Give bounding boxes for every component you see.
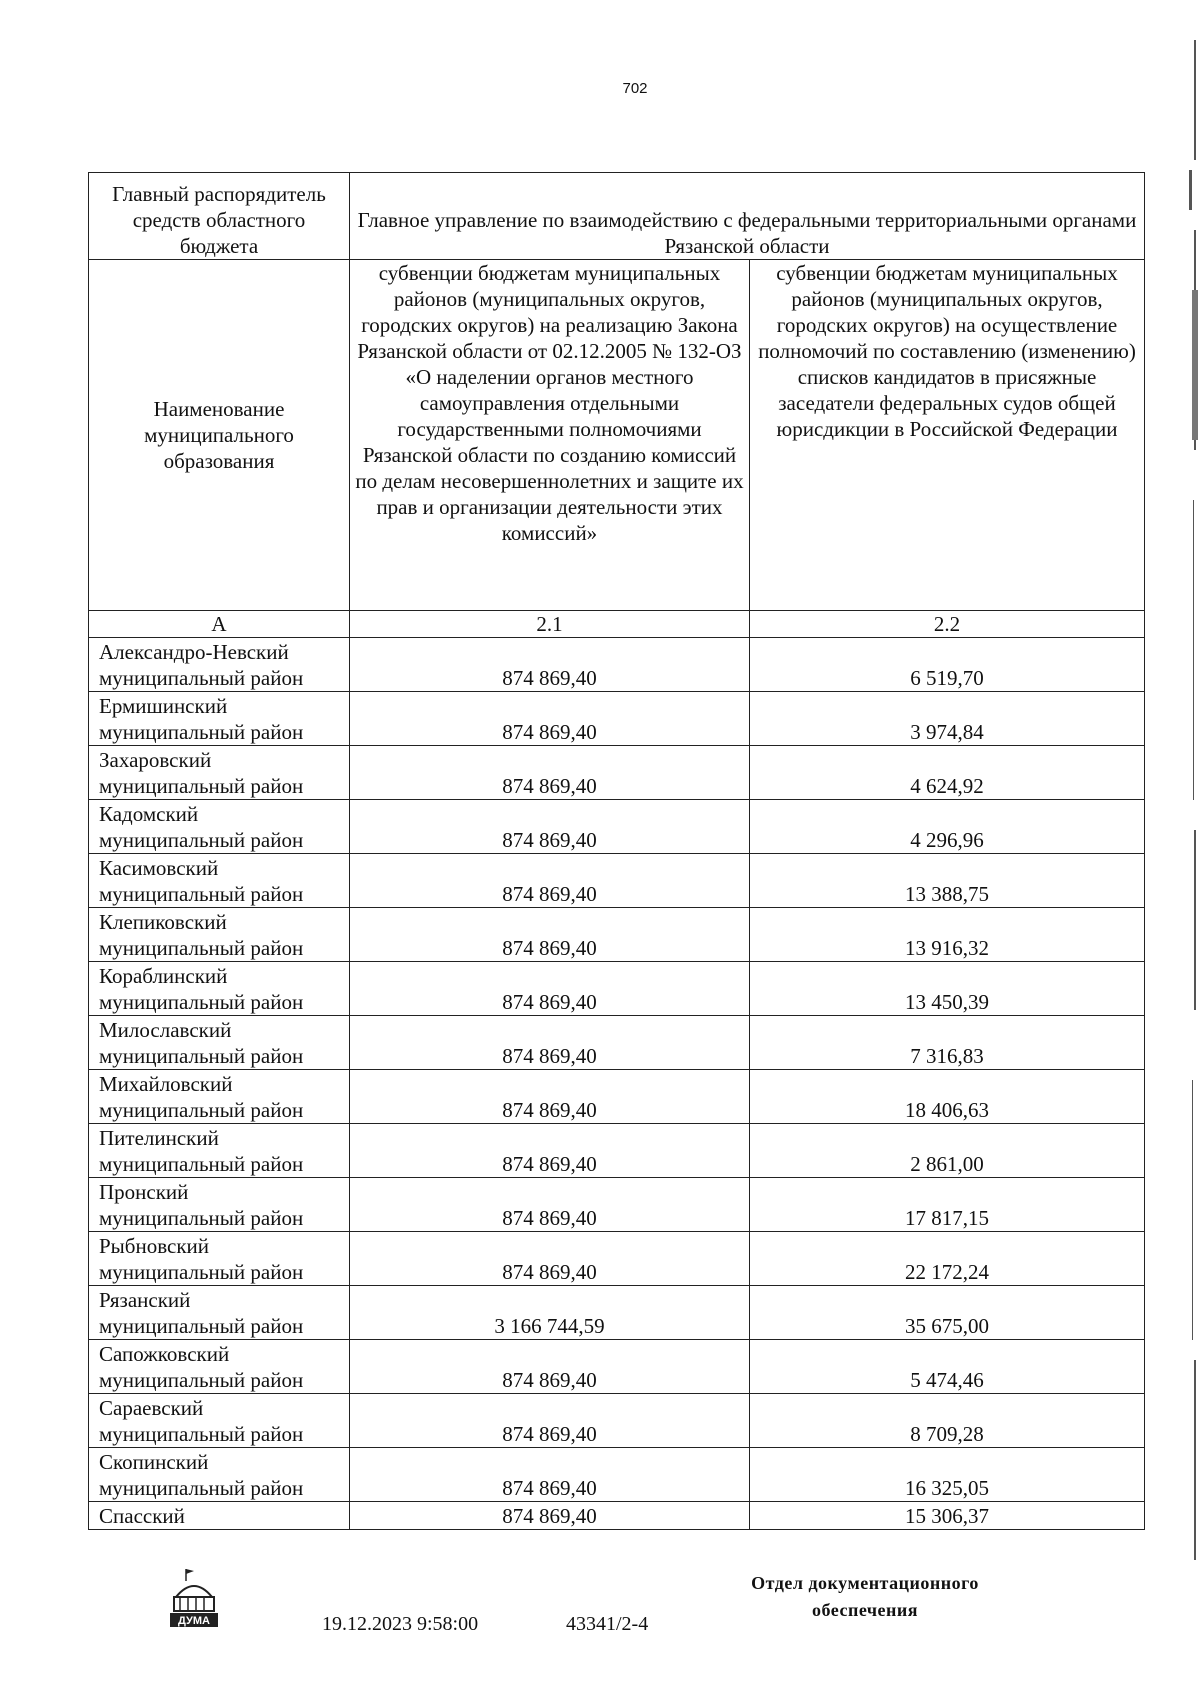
distributor-name-cell: Главное управление по взаимодействию с федеральными территориальными органами Рязанской области xyxy=(350,173,1145,260)
logo-text: ДУМА xyxy=(178,1615,210,1627)
table-row xyxy=(89,962,1145,1016)
municipality-name-line-1: Пронский xyxy=(99,1180,189,1204)
municipality-name-line-2: муниципальный район xyxy=(99,1044,304,1068)
table-row xyxy=(89,908,1145,962)
municipality-name-line-2: муниципальный район xyxy=(99,1314,304,1338)
value-2-2: 13 916,32 xyxy=(750,908,1145,962)
municipality-name: Спасский xyxy=(89,1502,350,1530)
value-2-1: 874 869,40 xyxy=(350,1394,750,1448)
municipality-name-line-1: Ермишинский xyxy=(99,694,228,718)
municipality-name-line-2: муниципальный район xyxy=(99,1260,304,1284)
value-2-2: 35 675,00 xyxy=(750,1286,1145,1340)
value-2-1: 874 869,40 xyxy=(350,908,750,962)
table-row xyxy=(89,638,1145,692)
value-2-1: 874 869,40 xyxy=(350,638,750,692)
value-2-2: 16 325,05 xyxy=(750,1448,1145,1502)
value-2-1: 874 869,40 xyxy=(350,800,750,854)
value-2-2: 2 861,00 xyxy=(750,1124,1145,1178)
value-2-2: 13 388,75 xyxy=(750,854,1145,908)
value-2-2: 4 624,92 xyxy=(750,746,1145,800)
column-2-2-description: субвенции бюджетам муниципальных районов (муниципальных округов, городских округов) на осуществление полномочий по составлению (изменению) списков кандидатов в присяжные заседатели федеральных судов общей юрисдикции в Российской Федерации xyxy=(750,260,1145,611)
municipality-name xyxy=(89,1286,350,1340)
municipality-name-line-2: муниципальный район xyxy=(99,990,304,1014)
municipality-name xyxy=(89,1178,350,1232)
value-2-2: 17 817,15 xyxy=(750,1178,1145,1232)
table-row xyxy=(89,1448,1145,1502)
column-index-a: А xyxy=(89,611,350,638)
table-row xyxy=(89,1070,1145,1124)
scan-edge-artifact xyxy=(1178,30,1200,1590)
table-row xyxy=(89,1502,1145,1530)
table-subheader-row xyxy=(89,260,1145,611)
value-2-1: 874 869,40 xyxy=(350,1016,750,1070)
municipality-name xyxy=(89,1124,350,1178)
value-2-2: 3 974,84 xyxy=(750,692,1145,746)
document-number: 43341/2-4 xyxy=(566,1613,649,1635)
table-row xyxy=(89,1286,1145,1340)
value-2-1: 874 869,40 xyxy=(350,1070,750,1124)
municipality-name-line-1: Рязанский xyxy=(99,1288,191,1312)
municipality-name-line-2: муниципальный район xyxy=(99,1476,304,1500)
budget-table xyxy=(88,172,1145,1530)
value-2-2: 6 519,70 xyxy=(750,638,1145,692)
municipality-name-line-1: Скопинский xyxy=(99,1450,209,1474)
table-row xyxy=(89,1016,1145,1070)
department-line-1: Отдел документационного xyxy=(751,1573,979,1593)
value-2-1: 874 869,40 xyxy=(350,1448,750,1502)
table-row xyxy=(89,800,1145,854)
municipality-name xyxy=(89,1070,350,1124)
timestamp: 19.12.2023 9:58:00 xyxy=(322,1613,479,1635)
value-2-1: 874 869,40 xyxy=(350,1232,750,1286)
municipality-name-line-1: Сапожковский xyxy=(99,1342,230,1366)
municipality-name-line-1: Касимовский xyxy=(99,856,219,880)
column-2-1-description: субвенции бюджетам муниципальных районов (муниципальных округов, городских округов) на реализацию Закона Рязанской области от 02.12.2005 № 132-ОЗ «О наделении органов местного самоуправления отдельными государственными полномочиями Рязанской области по созданию комиссий по делам несовершеннолетних и защите их прав и организации деятельности этих комиссий» xyxy=(350,260,750,611)
value-2-1: 874 869,40 xyxy=(350,1124,750,1178)
column-index-row xyxy=(89,611,1145,638)
municipality-name-line-2: муниципальный район xyxy=(99,1422,304,1446)
municipality-name-line-1: Сараевский xyxy=(99,1396,204,1420)
value-2-2: 8 709,28 xyxy=(750,1394,1145,1448)
value-2-2: 13 450,39 xyxy=(750,962,1145,1016)
page-number: 702 xyxy=(622,80,648,97)
value-2-2: 22 172,24 xyxy=(750,1232,1145,1286)
municipality-name xyxy=(89,908,350,962)
municipality-name-line-1: Михайловский xyxy=(99,1072,233,1096)
table-row xyxy=(89,746,1145,800)
value-2-2: 7 316,83 xyxy=(750,1016,1145,1070)
municipality-name xyxy=(89,854,350,908)
municipality-label-cell: Наименование муниципального образования xyxy=(89,260,350,611)
municipality-name-line-1: Кораблинский xyxy=(99,964,228,988)
table-row xyxy=(89,1178,1145,1232)
value-2-1: 874 869,40 xyxy=(350,1502,750,1530)
municipality-name-line-1: Пителинский xyxy=(99,1126,219,1150)
municipality-name-line-2: муниципальный район xyxy=(99,720,304,744)
municipality-name-line-2: муниципальный район xyxy=(99,1152,304,1176)
municipality-name xyxy=(89,800,350,854)
value-2-2: 5 474,46 xyxy=(750,1340,1145,1394)
municipality-name-line-2: муниципальный район xyxy=(99,828,304,852)
value-2-1: 3 166 744,59 xyxy=(350,1286,750,1340)
municipality-name-line-1: Александро-Невский xyxy=(99,640,289,664)
table-row xyxy=(89,854,1145,908)
value-2-2: 18 406,63 xyxy=(750,1070,1145,1124)
table-row xyxy=(89,1394,1145,1448)
municipality-name xyxy=(89,1448,350,1502)
column-index-2-2: 2.2 xyxy=(750,611,1145,638)
duma-logo xyxy=(166,1567,222,1629)
municipality-name xyxy=(89,1340,350,1394)
municipality-name-line-2: муниципальный район xyxy=(99,774,304,798)
distributor-label-cell: Главный распорядитель средств областного бюджета xyxy=(89,173,350,260)
municipality-name xyxy=(89,692,350,746)
municipality-name-line-2: муниципальный район xyxy=(99,1368,304,1392)
municipality-name xyxy=(89,1394,350,1448)
municipality-name-line-2: муниципальный район xyxy=(99,1206,304,1230)
table-row xyxy=(89,1340,1145,1394)
value-2-1: 874 869,40 xyxy=(350,1340,750,1394)
value-2-1: 874 869,40 xyxy=(350,854,750,908)
municipality-name-line-1: Милославский xyxy=(99,1018,232,1042)
value-2-1: 874 869,40 xyxy=(350,746,750,800)
municipality-name-line-2: муниципальный район xyxy=(99,936,304,960)
municipality-name xyxy=(89,638,350,692)
value-2-1: 874 869,40 xyxy=(350,1178,750,1232)
department-stamp xyxy=(715,1570,1015,1624)
value-2-2: 4 296,96 xyxy=(750,800,1145,854)
department-line-2: обеспечения xyxy=(812,1600,918,1620)
municipality-name xyxy=(89,1232,350,1286)
municipality-name-line-2: муниципальный район xyxy=(99,666,304,690)
municipality-name xyxy=(89,962,350,1016)
municipality-name-line-1: Клепиковский xyxy=(99,910,227,934)
table-row xyxy=(89,692,1145,746)
municipality-name-line-2: муниципальный район xyxy=(99,1098,304,1122)
value-2-1: 874 869,40 xyxy=(350,962,750,1016)
municipality-name-line-1: Захаровский xyxy=(99,748,212,772)
municipality-name xyxy=(89,1016,350,1070)
table-row xyxy=(89,1124,1145,1178)
value-2-2: 15 306,37 xyxy=(750,1502,1145,1530)
column-index-2-1: 2.1 xyxy=(350,611,750,638)
table-header-row xyxy=(89,173,1145,260)
table-row xyxy=(89,1232,1145,1286)
municipality-name-line-1: Кадомский xyxy=(99,802,199,826)
value-2-1: 874 869,40 xyxy=(350,692,750,746)
municipality-name-line-1: Рыбновский xyxy=(99,1234,210,1258)
municipality-name-line-2: муниципальный район xyxy=(99,882,304,906)
municipality-name xyxy=(89,746,350,800)
